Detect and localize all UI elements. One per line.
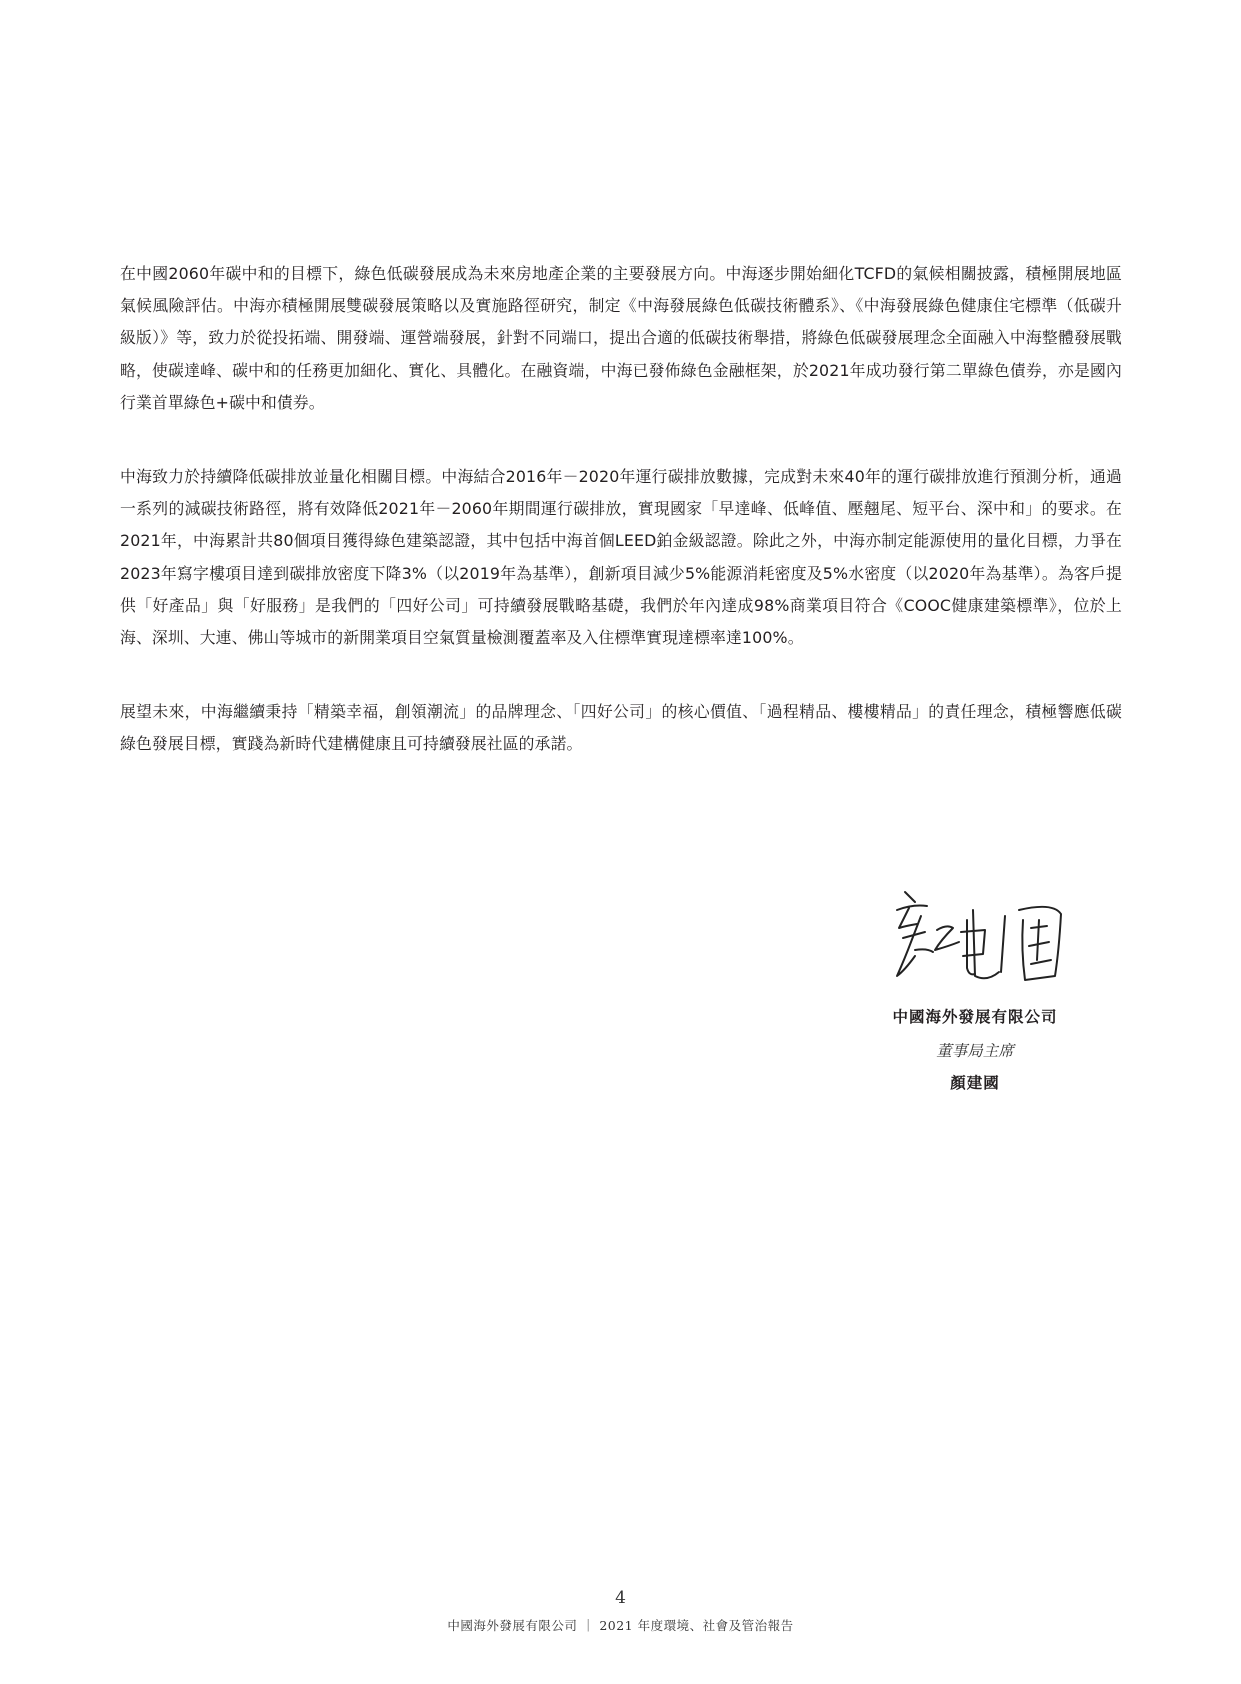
letter-body <box>120 258 1122 803</box>
page-number: 4 <box>615 1588 626 1608</box>
page-footer <box>0 1588 1241 1634</box>
paragraph-outlook: 展望未來，中海繼續秉持「精築幸福，創領潮流」的品牌理念、「四好公司」的核心價值、「過程精品、樓樓精品」的責任理念，積極響應低碳綠色發展目標，實踐為新時代建構健康且可持續發展社區的承諾。 <box>120 702 1122 754</box>
handwritten-signature <box>875 880 1075 995</box>
company-name: 中國海外發展有限公司 <box>892 1008 1058 1026</box>
signature-block <box>850 880 1100 1093</box>
signer-title: 董事局主席 <box>936 1042 1014 1060</box>
paragraph-emission-targets: 中海致力於持續降低碳排放並量化相關目標。中海結合2016年－2020年運行碳排放數據，完成對未來40年的運行碳排放進行預測分析，通過一系列的減碳技術路徑，將有效降低2021年－2060年期間運行碳排放，實現國家「早達峰、低峰值、壓翹尾、短平台、深中和」的要求。在2021年，中海累計共80個項目獲得綠色建築認證，其中包括中海首個LEED鉑金級認證。除此之外，中海亦制定能源使用的量化目標，力爭在2023年寫字樓項目達到碳排放密度下降3%（以2019年為基準），創新項目減少5%能源消耗密度及5%水密度（以2020年為基準）。為客戶提供「好產品」與「好服務」是我們的「四好公司」可持續發展戰略基礎，我們於年內達成98%商業項目符合《COOC健康建築標準》，位於上海、深圳、大連、佛山等城市的新開業項目空氣質量檢測覆蓋率及入住標準實現達標率達100%。 <box>120 467 1122 648</box>
report-title-footer: 中國海外發展有限公司 ｜ 2021 年度環境、社會及管治報告 <box>447 1618 794 1633</box>
signer-name: 顏建國 <box>950 1074 1000 1092</box>
paragraph-carbon-neutral-strategy: 在中國2060年碳中和的目標下，綠色低碳發展成為未來房地產企業的主要發展方向。中海逐步開始細化TCFD的氣候相關披露，積極開展地區氣候風險評估。中海亦積極開展雙碳發展策略以及實施路徑研究，制定《中海發展綠色低碳技術體系》、《中海發展綠色健康住宅標準（低碳升級版）》等，致力於從投拓端、開發端、運營端發展，針對不同端口，提出合適的低碳技術舉措，將綠色低碳發展理念全面融入中海整體發展戰略，使碳達峰、碳中和的任務更加細化、實化、具體化。在融資端，中海已發佈綠色金融框架，於2021年成功發行第二單綠色債券，亦是國內行業首單綠色+碳中和債券。 <box>120 264 1122 412</box>
